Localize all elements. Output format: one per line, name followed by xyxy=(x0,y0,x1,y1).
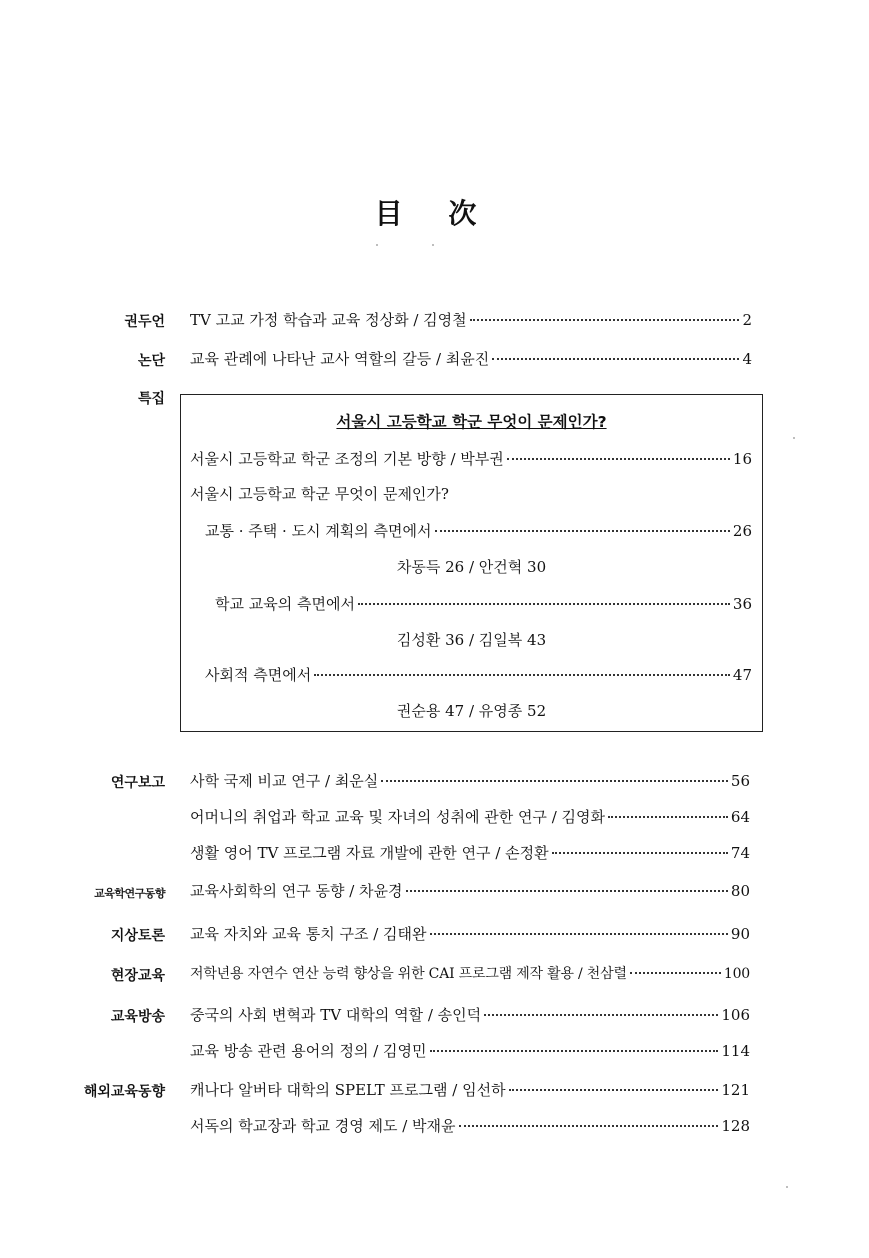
category-label: 연구보고 xyxy=(110,775,165,791)
toc-entry[interactable] xyxy=(190,483,752,505)
toc-entry-title: 교육 관례에 나타난 교사 역할의 갈등 / 최윤진 xyxy=(190,350,490,368)
leader-dots xyxy=(314,674,730,676)
toc-entry-page: 106 xyxy=(721,1006,750,1024)
leader-dots xyxy=(430,933,728,935)
toc-entry-page: 128 xyxy=(721,1117,750,1135)
toc-entry-title: 교통 · 주택 · 도시 계획의 측면에서 xyxy=(205,522,432,540)
category-label: 현장교육 xyxy=(110,968,165,984)
toc-entry-title: 캐나다 알버타 대학의 SPELT 프로그램 / 임선하 xyxy=(190,1081,506,1099)
leader-dots xyxy=(430,1050,719,1052)
toc-entry-page: 36 xyxy=(732,595,752,613)
scan-speck xyxy=(793,437,795,439)
toc-entry-page: 74 xyxy=(730,844,750,862)
leader-dots xyxy=(630,972,721,974)
toc-entry[interactable] xyxy=(190,806,750,828)
toc-entry[interactable] xyxy=(190,1040,750,1062)
leader-dots xyxy=(381,780,728,782)
toc-entry[interactable] xyxy=(190,1079,750,1101)
feature-authors: 차동득 26 / 안건혁 30 xyxy=(396,558,547,576)
toc-entry[interactable] xyxy=(190,1004,750,1026)
toc-entry[interactable] xyxy=(190,842,750,864)
leader-dots xyxy=(484,1014,718,1016)
category-label: 권두언 xyxy=(124,314,165,330)
toc-entry-title: 서울시 고등학교 학군 무엇이 문제인가? xyxy=(190,485,449,503)
toc-entry-title: 교육 방송 관련 용어의 정의 / 김영민 xyxy=(190,1042,427,1060)
toc-entry-page: 114 xyxy=(721,1042,750,1060)
toc-entry[interactable] xyxy=(190,448,752,470)
toc-entry-page: 64 xyxy=(730,808,750,826)
toc-entry-title: 서독의 학교장과 학교 경영 제도 / 박재윤 xyxy=(190,1117,456,1135)
toc-entry-title: 저학년용 자연수 연산 능력 향상을 위한 CAI 프로그램 제작 활용 / 천삼렬 xyxy=(190,966,627,982)
toc-entry[interactable] xyxy=(190,963,750,985)
toc-entry-title: 사회적 측면에서 xyxy=(205,666,312,684)
page-title: 目 次 xyxy=(374,197,495,230)
toc-entry[interactable] xyxy=(190,880,750,902)
leader-dots xyxy=(459,1125,719,1127)
toc-entry-title: 어머니의 취업과 학교 교육 및 자녀의 성취에 관한 연구 / 김영화 xyxy=(190,808,605,826)
toc-entry-title: 사학 국제 비교 연구 / 최운실 xyxy=(190,772,379,790)
scan-speck xyxy=(432,244,434,246)
toc-entry-title: 교육사회학의 연구 동향 / 차윤경 xyxy=(190,882,403,900)
leader-dots xyxy=(552,852,728,854)
toc-entry[interactable] xyxy=(190,923,750,945)
toc-entry[interactable] xyxy=(190,770,750,792)
category-label: 해외교육동향 xyxy=(83,1084,165,1100)
toc-entry-page: 121 xyxy=(721,1081,750,1099)
leader-dots xyxy=(470,319,740,321)
category-label: 논단 xyxy=(137,353,165,369)
feature-heading: 서울시 고등학교 학군 무엇이 문제인가? xyxy=(336,413,607,431)
toc-entry-page: 56 xyxy=(730,772,750,790)
toc-entry[interactable] xyxy=(190,1115,750,1137)
category-label: 교육학연구동향 xyxy=(94,887,165,900)
feature-authors: 권순용 47 / 유영종 52 xyxy=(396,702,547,720)
leader-dots xyxy=(608,816,728,818)
category-label: 특집 xyxy=(137,391,165,407)
toc-entry[interactable] xyxy=(190,309,752,331)
toc-entry-page: 100 xyxy=(723,966,750,982)
toc-entry[interactable] xyxy=(215,593,752,615)
leader-dots xyxy=(507,458,730,460)
toc-entry-title: TV 고교 가정 학습과 교육 정상화 / 김영철 xyxy=(190,311,467,329)
toc-entry-page: 4 xyxy=(742,350,752,368)
leader-dots xyxy=(492,358,739,360)
toc-entry-page: 2 xyxy=(742,311,752,329)
leader-dots xyxy=(509,1089,719,1091)
scan-speck xyxy=(786,1186,788,1188)
toc-entry-page: 80 xyxy=(730,882,750,900)
toc-entry-title: 생활 영어 TV 프로그램 자료 개발에 관한 연구 / 손정환 xyxy=(190,844,549,862)
toc-entry-title: 교육 자치와 교육 통치 구조 / 김태완 xyxy=(190,925,427,943)
category-label: 교육방송 xyxy=(110,1009,165,1025)
feature-authors: 김성환 36 / 김일복 43 xyxy=(396,631,547,649)
leader-dots xyxy=(358,603,730,605)
toc-entry-title: 서울시 고등학교 학군 조정의 기본 방향 / 박부권 xyxy=(190,450,504,468)
toc-entry[interactable] xyxy=(205,664,752,686)
toc-entry[interactable] xyxy=(190,348,752,370)
toc-entry-page: 90 xyxy=(730,925,750,943)
leader-dots xyxy=(406,890,728,892)
scan-speck xyxy=(376,244,378,246)
toc-entry-page: 26 xyxy=(732,522,752,540)
toc-entry-title: 중국의 사회 변혁과 TV 대학의 역할 / 송인덕 xyxy=(190,1006,482,1024)
toc-entry-page: 16 xyxy=(732,450,752,468)
toc-entry[interactable] xyxy=(205,520,752,542)
toc-entry-title: 학교 교육의 측면에서 xyxy=(215,595,355,613)
category-label: 지상토론 xyxy=(110,928,165,944)
leader-dots xyxy=(435,530,730,532)
toc-entry-page: 47 xyxy=(732,666,752,684)
